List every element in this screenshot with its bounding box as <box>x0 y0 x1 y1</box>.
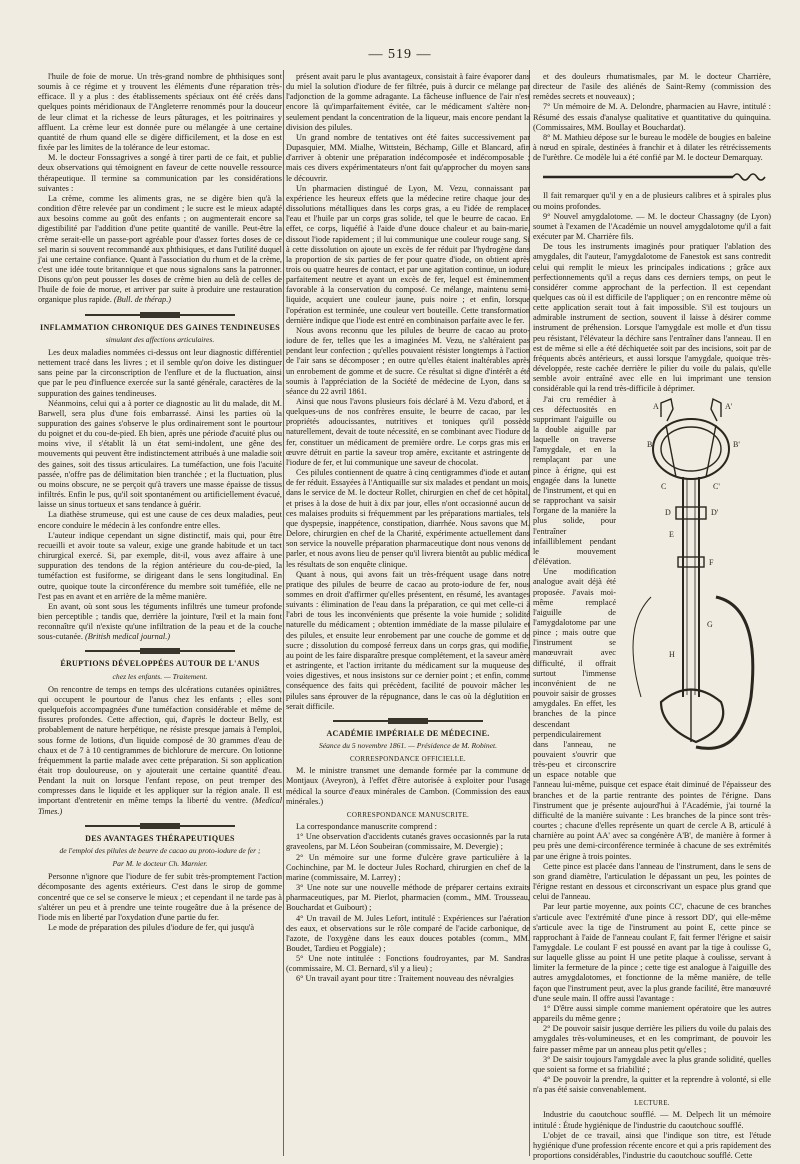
section-heading: ACADÉMIE IMPÉRIALE DE MÉDECINE. <box>326 728 490 738</box>
paragraph: 5° Une note intitulée : Fonctions foudroyantes, par M. Sandras (commissaire, M. Cl. Bernard, s'il y a lieu) ; <box>286 954 530 974</box>
paragraph: De tous les instruments imaginés pour pratiquer l'ablation des amygdales, dit l'auteur, l'amygdalotome de Fanestok est sans contredit celui qui remplit le mieux les principales indications ; grâce aux perfectionnements qu'il a reçus dans ces derniers temps, on peut le considérer comme approchant de la perfection. Il est cependant quelques cas où il est difficile de l'appliquer ; on en rencontre même où cette application serait tout à fait impossible. S'il est toujours un admirable instrument de section, souvent il laisse à désirer comme instrument de préhension. Lorsque l'amygdale est molle et d'un tissu peu résistant, l'élévateur la déchire sans l'entraîner dans l'anneau. Il en est de même si elle a été déchiquetée soit par des incisions, soit par de fréquents abcès antérieurs, et aussi lorsque l'amygdale, quoique très-développée, reste cachée derrière le pilier du voile du palais, qu'elle semble avoir entraîné avec elle en lui imprimant une tension considérable qui la rend très-difficile à déprimer. <box>533 242 771 394</box>
paragraph: 1° Une observation d'accidents cutanés graves occasionnés par la ruta graveolens, par M. Léon Soubeiran (commissaire, M. Devergie) ; <box>286 832 530 852</box>
section-heading: INFLAMMATION CHRONIQUE DES GAINES TENDINEUSES <box>40 322 280 332</box>
paragraph: J'ai cru remédier à ces défectuosités en supprimant l'aiguille ou la double aiguille par laquelle on traverse l'amygdale, et en la remplaçant par une pince à érigne, qui est engagée dans la lunette de l'instrument, et qui en se rapprochant va saisir l'organe de la manière la plus solide, pour l'entraîner infailliblement pendant le mouvement d'élévation. <box>533 394 616 567</box>
paragraph: Nous avons reconnu que les pilules de beurre de cacao au proto-iodure de fer, telles que les a imaginées M. Vezu, ne s'altéraient pas pendant leur confection ; qu'elles pouvaient résister longtemps à l'action de l'air sans se décomposer ; en outre qu'elles étaient inaltérables après un enrobement de gomme et de sucre. Ce résultat si digne d'intérêt a été soumis à l'appréciation de la Société de médecine de Lyon, dans sa séance du 22 avril 1861. <box>286 325 530 396</box>
ornament-divider <box>333 718 483 724</box>
paragraph: Un grand nombre de tentatives ont été faites successivement par Dupasquier, MM. Mialhe, Wittstein, Béchamp, Gille et Blancard, afin d'arriver à obtenir une préparation indécomposée et indécomposable ; mais ces divers expérimentateurs n'ont fait qu'approcher du moyen sans le découvrir. <box>286 132 530 183</box>
paragraph: La correspondance manuscrite comprend : <box>296 822 437 832</box>
bougie-spiral-illustration <box>533 166 771 188</box>
figure-label: C <box>661 481 667 491</box>
paragraph: Ainsi que nous l'avons plusieurs fois déclaré à M. Vezu d'abord, et à quelques-uns de nos confrères ensuite, le beurre de cacao, par les propriétés adoucissantes, nutritives et toniques qu'il possède naturellement, devait de toute nécessité, en se combinant avec l'iodure de fer, constituer un médicament de première ordre. Le corps gras mis en œuvre détruit en partie la saveur trop amère, excitante et astringente de l'iodure de fer, et lui communique une saveur de chocolat. <box>286 397 530 467</box>
figure-label: D' <box>711 507 719 517</box>
ornament-divider <box>85 648 235 654</box>
column-left <box>38 72 282 1154</box>
column-rule <box>283 70 284 1156</box>
paragraph: 7° Un mémoire de M. A. Delondre, pharmacien au Havre, intitulé : Résumé des essais d'analyse qualitative et quantitative du quinquina. (Commissaires, MM. Boullay et Bouchardat). <box>533 102 771 132</box>
figure-label: F <box>709 557 714 567</box>
paragraph: 4° De pouvoir la prendre, la quitter et la reprendre à volonté, si elle n'a pas été saisie convenablement. <box>533 1075 771 1095</box>
paragraph: 9° Nouvel amygdalotome. — M. le docteur Chassagny (de Lyon) soumet à l'examen de l'Académie un nouvel amygdalotome qu'il a fait exécuter par M. Charrière fils. <box>533 211 771 242</box>
paragraph: Personne n'ignore que l'iodure de fer subit très-promptement l'action décomposante des agents extérieurs. C'est dans le sirop de gomme concentré que ce sel se conserve le mieux ; et cependant il ne tarde pas à s'altérer un peu et à prendre une teinte rougeâtre due à la présence de l'iode mis en liberté par l'oxydation d'une partie du fer. <box>38 872 282 922</box>
amygdalotome-illustration <box>621 397 771 777</box>
section-heading: LECTURE. <box>634 1099 670 1108</box>
ornament-divider <box>85 823 235 829</box>
section-subheading: de l'emploi des pilules de beurre de cacao au proto-iodure de fer ; <box>59 845 261 855</box>
section-heading: ÉRUPTIONS DÉVELOPPÉES AUTOUR DE L'ANUS <box>60 659 260 669</box>
paragraph: Le mode de préparation des pilules d'iodure de fer, qui jusqu'à <box>48 923 255 933</box>
figure-label: A' <box>725 401 733 411</box>
paragraph: 3° Une note sur une nouvelle méthode de préparer certains extraits pharmaceutiques, par M. Pierlot, pharmacien (comm., MM. Trousseau, Bouchardat et Guibourt) ; <box>286 883 530 913</box>
column-right <box>533 72 771 1161</box>
article-author: Par M. le docteur Ch. Marnier. <box>112 859 208 869</box>
paragraph: Par leur partie moyenne, aux points CC', chacune de ces branches s'articule avec l'extrémité d'une pince à ressort DD', qui elle-même s'articule avec la tige de l'instrument au point E, cette pince se rapprochant à l'aide de l'anneau coulant F, fait fermer l'érigne et saisir l'amygdale. Le coulant F est poussé en avant par la tige à coulisse G, sur laquelle glisse au point H une petite plaque à coulisse, servant à limiter la fermeture de la pince ; cette tige est analogue à l'aiguille des autres amygdalotomes, et fonctionne de la même manière, de telle façon que l'instrument peut, avec la plus grande facilité, être manœuvré d'une seule main. Il offre aussi l'avantage : <box>533 902 771 1003</box>
section-heading: DES AVANTAGES THÉRAPEUTIQUES <box>85 833 235 843</box>
paragraph: présent avait paru le plus avantageux, consistait à faire évaporer dans du miel la solution d'iodure de fer filtrée, puis à durcir ce mélange par l'adjonction de la gomme adragante. La fâcheuse influence de l'air n'est encore là qu'imparfaitement évitée, car le médicament s'altère non-seulement pendant la concentration de la liqueur, mais encore pendant la division des pilules. <box>286 72 530 132</box>
paragraph: Industrie du caoutchouc soufflé. — M. Delpech lit un mémoire intitulé : Étude hygiénique de l'industrie du caoutchouc soufflé. <box>533 1110 771 1130</box>
paragraph: Cette pince est placée dans l'anneau de l'instrument, dans le sens de son grand diamètre, l'articulation le dépassant un peu, les pointes de l'érigne restant en dessous et circonscrivant un espace plus grand que celui de l'anneau. <box>533 861 771 902</box>
paragraph: et des douleurs rhumatismales, par M. le docteur Charrière, directeur de l'asile des aliénés de Saint-Remy (commission des remèdes secrets et nouveaux) ; <box>533 72 771 102</box>
source-citation: (British medical journal.) <box>85 632 171 642</box>
section-subheading: simulant des affections articulaires. <box>105 334 215 344</box>
paragraph: 3° De saisir toujours l'amygdale avec la plus grande solidité, quelles que soient sa forme et sa friabilité ; <box>533 1054 771 1074</box>
paragraph <box>38 602 282 643</box>
amygdalotome-figure <box>621 397 771 777</box>
ornament-divider <box>85 312 235 318</box>
figure-label: D <box>665 507 671 517</box>
paragraph: L'auteur indique cependant un signe distinctif, mais qui, pour être recueilli et avoir toute sa valeur, exige une grande habitude et un tact chirurgical exercé. Si, par exemple, dit-il, vous avez affaire à une suppuration des tendons de la région antérieure du cou-de-pied, la tuméfaction est fusiforme, se dirigeant dans le sens longitudinal. En outre, quoique toute la circonférence du membre soit tuméfiée, elle ne l'est pas en avant et en arrière de la même manière. <box>38 530 282 601</box>
figure-label: G <box>707 619 713 629</box>
paragraph: M. le docteur Fonssagrives a songé à tirer parti de ce fait, et publie deux observations qui témoignent en faveur de cette nouvelle ressource thérapeutique. Il termine sa communication par les considérations suivantes : <box>38 153 282 193</box>
figure-label: B' <box>733 439 740 449</box>
paragraph: Ces pilules contiennent de quatre à cinq centigrammes d'iode et autant de fer réduit. Essayées à l'Antiquaille sur six malades et pendant un mois, dans le service de M. le docteur Rollet, chirurgien en chef de cet hôpital, et prises à la dose de huit à dix par jour, elles n'ont occasionné aucun de ces malaises produits si fréquemment par les préparations martiales, tels que dyspepsie, inappétence, constipation, diarrhée. Nous savons que M. Delore, chirurgien en chef de la Charité, expérimente actuellement dans son service la nouvelle préparation pharmaceutique dont nous venons de parler, et nous avons lieu de penser qu'il livrera bientôt au public médical les résultats de son enquête clinique. <box>286 468 530 569</box>
paragraph <box>38 194 282 306</box>
paragraph: Une modification analogue avait déjà été proposée. J'avais moi-même remplacé l'aiguille de l'amygdalotome par une pince ; mais outre que l'instrument se manœuvrait avec difficulté, il offrait surtout l'immense inconvénient de ne pouvoir saisir de grosses amygdales. En effet, les branches de la pince descendant perpendiculairement dans l'anneau, ne pouvaient s'ouvrir que très-peu et circonscrire un espace notable que l'anneau lui-même, puisque cet espace était diminué de l'épaisseur des branches et de la partie rentrante des pointes de l'érigne. Dans l'instrument que je présente aujourd'hui à l'Académie, j'ai tourné la difficulté de la manière suivante : Les branches de la pince sont très-courtes ; chacune d'elles représente un quart de cercle A B, articulé à charnière au point AA' avec sa congénère A'B', de manière à former à peu près une demi-circonférence terminée à chacune de ses extrémités par une érigne à trois pointes. <box>533 567 771 861</box>
figure-label: C' <box>713 481 720 491</box>
paragraph: 1° D'être aussi simple comme maniement opératoire que les autres appareils du même genre ; <box>533 1003 771 1024</box>
paragraph-text: On rencontre de temps en temps des ulcérations cutanées opiniâtres, qui occupent le pourtour de l'anus chez les enfants ; elles sont quelquefois accompagnées d'une tuméfaction considérable et même de fissures profondes. Cette affection, qui, d'après le docteur Belly, est probablement de nature herpétique, ne résiste presque jamais à l'emploi, sous forme de lotions, d'un liquide composé de 30 grammes d'eau de chaux et de 7 à 10 centigrammes de bichlorure de mercure. On lotionne fréquemment la partie malade avec cette préparation. Si son application était trop douloureuse, on y ajouterait une certaine quantité d'eau. Pendant la nuit on lorsque l'enfant repose, on peut tremper des compresses dans le liquide et les appliquer sur la région anale. Il est important d'entretenir en même temps la liberté du ventre. <box>38 684 282 806</box>
source-citation: (Medical Times.) <box>38 796 282 816</box>
figure-label: A <box>653 401 659 411</box>
section-subheading: Séance du 5 novembre 1861. — Présidence de M. Robinet. <box>318 741 498 750</box>
paragraph: 2° Un mémoire sur une forme d'ulcère grave particulière à la Cochinchine, par M. le docteur Jules Rochard, chirurgien en chef de la marine (commissaire, M. Larrey) ; <box>286 852 530 882</box>
section-subheading: chez les enfants. — Traitement. <box>112 671 208 681</box>
paragraph <box>38 685 282 817</box>
figure-label: H <box>669 649 675 659</box>
page-number: — 519 — <box>368 47 432 62</box>
column-middle <box>286 72 530 1154</box>
paragraph: l'huile de foie de morue. Un très-grand nombre de phthisiques sont soumis à ce régime et y trouvent les éléments d'une réparation très-efficace. Il y a plus : des établissements spéciaux ont été créés dans quelques points méridionaux de l'Angleterre renommés pour la douceur de leur climat et la richesse de leurs pâturages, et les poitrinaires y affluent. La crème leur est donnée pure ou mélangée à une certaine quantité de rhum quand elle se digère difficilement, et la dose en est fixée par les limites de la tolérance de leur estomac. <box>38 72 282 153</box>
paragraph: 2° De pouvoir saisir jusque derrière les piliers du voile du palais des amygdales très-volumineuses, et en les comprimant, de pouvoir les faire passer même par un anneau plus petit qu'elles ; <box>533 1024 771 1054</box>
section-heading: CORRESPONDANCE OFFICIELLE. <box>350 755 466 764</box>
source-citation: (Bull. de thérap.) <box>113 295 172 305</box>
figure-label: B <box>647 439 653 449</box>
paragraph: Un pharmacien distingué de Lyon, M. Vezu, connaissant par expérience les heureux effets que la médecine retire chaque jour des dissolutions métalliques dans les corps gras, a eu l'idée de remplacer l'eau et l'huile par un corps gras solide, tel que le beurre de cacao. En effet, ce corps, liquéfié à l'aide d'une douce chaleur et au bain-marie, dissout l'iode rapidement ; il lui communique une couleur rouge sang. Si à cette dissolution on ajoute un excès de fer réduit par l'hydrogène dans la proportion de six parties de fer pour quatre d'iode, on obtient après trois ou quatre heures de contact, et par une agitation continue, un iodure parfaitement neutre et ayant un excès de fer, lequel est éminemment favorable à la conservation du composé. Ce mélange, maintenu semi-liquide, acquiert une couleur jaune, puis noire ; et enfin, lorsque l'opération est terminée, une couleur vert bouteille. Cette transformation dernière indique que l'iode est entré en combinaison parfaite avec le fer. <box>286 183 530 325</box>
paragraph: Quant à nous, qui avons fait un très-fréquent usage dans notre pratique des pilules de beurre de cacao au proto-iodure de fer, nous sommes en droit d'affirmer qu'elles présentent, en résumé, les avantages suivants : élimination de l'eau dans la préparation, ce qui met celle-ci à l'abri de tous les inconvénients que présente la voie humide ; solidité naturelle du médicament ; obtention immédiate de la masse pilulaire et des pilules, et ensuite leur enrobement par une couche de gomme et de sucre ; dissolution du composé ferreux dans un corps gras, qui modifie, au point de les faire disparaître presque complétement, et la saveur amère et astringente, et l'action irritante du médicament sur la muqueuse des voies digestives, et nous insistons sur ce dernier point ; et enfin, comme conséquence des faits qui précèdent, facilité de pouvoir mâcher les pilules sans éprouver de la répugnance, dans le cas où la déglutition en serait difficile. <box>286 569 530 711</box>
paragraph: 8° M. Mathieu dépose sur le bureau le modèle de bougies en baleine à nœud en spirale, destinées à franchir et à dilater les rétrécissements de l'urèthre. Ce modèle lui a été confié par M. le docteur Demarquay. <box>533 132 771 163</box>
section-heading: CORRESPONDANCE MANUSCRITE. <box>346 810 470 819</box>
paragraph: M. le ministre transmet une demande formée par la commune de Montjaux (Aveyron), à l'effet d'être autorisée à exploiter pour l'usage médical la source d'eaux minérales de Cambon. (Commission des eaux minérales.) <box>286 766 530 806</box>
paragraph: L'objet de ce travail, ainsi que l'indique son titre, est l'étude hygiénique d'une profession récente encore et qui a pris rapidement des proportions considérables, l'industrie du caoutchouc soufflé. Cette <box>533 1130 771 1161</box>
figure-label: E <box>669 529 674 539</box>
paragraph: Les deux maladies nommées ci-dessus ont leur diagnostic différentiel nettement tracé dans les livres ; et il semble qu'on doive les distinguer sans peine par la circonscription de l'enflure et de la fluctuation, ainsi que par le peu d'influence exercée sur la santé générale, caractères de la suppuration des gaines tendineuses. <box>38 347 282 398</box>
paragraph-text: La crème, comme les aliments gras, ne se digère bien qu'à la condition d'être relevée par un condiment ; le sucre est le mieux adapté aux besoins comme au goût des enfants ; on augmenterait encore sa digestibilité par l'addition d'une petite quantité de vanille. Peut-être la crème serait-elle un passe-port agréable pour d'assez fortes doses de ce sel marin si souvent recommandé aux phthisiques, et dans l'utilité duquel j'ai une certaine confiance. Quant à l'association du rhum et de la crème, c'est une idée toute britannique et que nous signalons sans la patronner. Disons qu'on peut pousser les doses de crème bien au delà de celles de l'huile de foie de morue, et arriver par suite à produire une restauration organique plus rapide. <box>38 193 282 305</box>
paragraph: 4° Un travail de M. Jules Lefort, intitulé : Expériences sur l'aération des eaux, et observations sur le rôle comparé de l'acide carbonique, de l'azote, de l'oxygène dans les eaux douces potables (comm., MM. Boudet, Tardieu et Poggiale) ; <box>286 913 530 953</box>
paragraph: 6° Un travail ayant pour titre : Traitement nouveau des névralgies <box>296 974 514 984</box>
paragraph: La diathèse strumeuse, qui est une cause de ces deux maladies, peut encore conduire le médecin à les confondre entre elles. <box>38 510 282 530</box>
paragraph: Il fait remarquer qu'il y en a de plusieurs calibres et à spirales plus ou moins profondes. <box>533 191 771 211</box>
paragraph: Néanmoins, celui qui a à porter ce diagnostic au lit du malade, dit M. Barwell, sera plus d'une fois embarrassé. Ainsi les parties où la suppuration des gaines s'observe le plus ordinairement sont le pourtour du poignet et du cou-de-pied. Eh bien, après une période d'acuité plus ou moins vive, il s'établit là un état semi-indolent, une gêne des mouvements qui peuvent être indistinctement attribués à une maladie soit des gaines, soit des tissus articulaires. La tuméfaction, une fois l'acuité passée, n'offre pas de délimitation bien tranchée ; et la fluctuation, plus ou moins obscure, ne se perçoit qu'à travers une masse épaisse de tissus infiltrés. Enfin le pus, qu'il soit spontanément ou artificiellement évacué, laisse un sinus tortueux et sans tendance à guérir. <box>38 398 283 510</box>
paragraph-text: En avant, où sont sous les téguments infiltrés une tumeur profonde bien perceptible ; tandis que, derrière la jointure, l'œil et la main font reconnaître qu'il n'existe qu'une infiltration de la peau et de la couche sous-cutanée. <box>38 601 282 642</box>
